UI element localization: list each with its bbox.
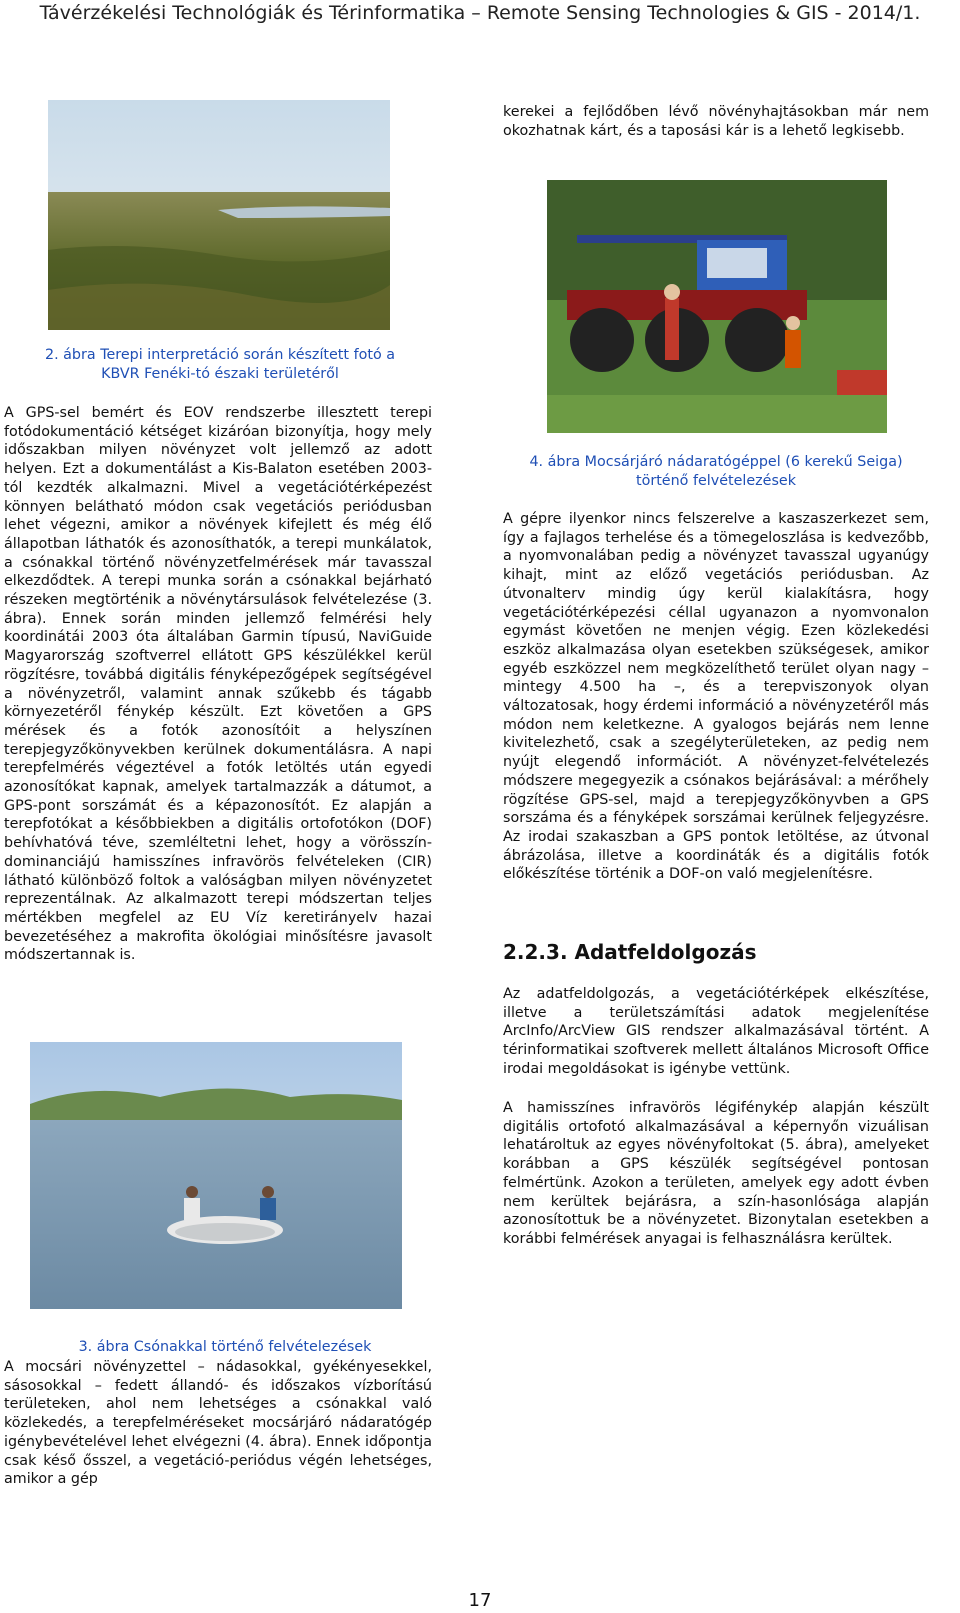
page-number: 17 [468,1590,492,1611]
journal-header: Távérzékelési Technológiák és Térinformatika – Remote Sensing Technologies & GIS - 2014/1. [39,2,921,24]
left-paragraph-1: A GPS-sel bemért és EOV rendszerbe illesztett terepi fotódokumentáció kétséget kizáróan bizonyítja, hogy mely időszakban milyen növényzet volt jellemző az adott helyen. Ezt a dokumentálást a Kis-Balaton esetében 2003-tól kezdték alkalmazni. Mivel a vegetációtérképezést könnyen belátható módon csak vegetációs periódusban lehet végezni, amikor a növények kifejlett és még élő állapotban láthatók és azonosíthatók, a terepi munkálatok, a csónakkal történő növényzetfelmérések már tavasszal elkezdődtek. A terepi munka során a csónakkal bejárható részeken megtörténik a növénytársulások felvételezése (3. ábra). Ennek során minden jellemző felmérési hely koordinátái 2003 óta általában Garmin típusú, NaviGuide Magyarország szoftverrel ellátott GPS készülékkel kerül rögzítésre, továbbá digitális fényképezőgépek segítségével a növényzetről, valamint annak szűkebb és tágabb környezetéről fénykép készült. Ezt követően a GPS mérések és a fotók azonosítóit a helyszínen terepjegyzőkönyvekben kerülnek dokumentálásra. A napi terepfelmérés végeztével a fotók letöltés után egyedi azonosítókat kapnak, amelyek tartalmazzák a dátumot, a GPS-pont sorszámát és a képazonosítót. Ez alapján a terepfotókat a későbbiekben a digitális ortofotókon (DOF) behívhatóvá téve, szemléltetni lehet, hogy a vörösszín-dominanciájú hamisszínes infravörös felvételeken (CIR) látható különböző foltok a valóságban milyen növényzetet reprezentálnak. Az alkalmazott terepi módszertan teljes mértékben megfelel az EU Víz keretirányelv hazai bevezetéséhez a makrofita ökológiai minősítésre javasolt módszertannak is. [4,405,432,964]
figure-4-caption: 4. ábra Mocsárjáró nádaratógéppel (6 kerekű Seiga) történő felvételezések [529,454,903,489]
right-paragraph-0: kerekei a fejlődőben lévő növényhajtásokban már nem okozhatnak kárt, és a taposási kár is a lehető legkisebb. [503,104,929,139]
figure-2-caption: 2. ábra Terepi interpretáció során készített fotó a KBVR Fenéki-tó északi területéről [44,347,396,382]
right-paragraph-1: A gépre ilyenkor nincs felszerelve a kaszaszerkezet sem, így a fajlagos terhelése és a tömegeloszlása is kedvezőbb, a nyomvonalában pedig a növényzet tavasszal ugyanúgy kihajt, mint az előző vegetációs periódusban. Az útvonalterv mindig úgy kerül kialakításra, hogy vegetációtérképezési céllal ugyanazon a nyomvonalon egymást követően ne menjen végig. Ezen közlekedési eszköz alkalmazása olyan esetekben szükségesek, amikor egyéb eszközzel nem megközelíthető terület olyan nagy – mintegy 4.500 ha –, és a terepviszonyok olyan változatosak, hogy érdemi információ a növényzetéről más módon nem keletkezne. A gyalogos bejárás nem lenne kivitelezhető, csak a szegélyterületeken, az pedig nem nyújt elegendő információt. A növényzet-felvételezés módszere megegyezik a csónakos bejárásával: a mérőhely rögzítése GPS-sel, majd a terepjegyzőkönyvben a GPS sorszáma és a fényképek sorszámai kerülnek feljegyzésre. Az irodai szakaszban a GPS pontok letöltése, az útvonal ábrázolása, illetve a koordináták és a digitális fotók előkészítése történik a DOF-on való megjelenítésre. [503,511,929,883]
left-paragraph-2: A mocsári növényzettel – nádasokkal, gyékényesekkel, sásosokkal – fedett állandó- és időszakos vízborítású területeken, ahol nem lehetséges a csónakkal való közlekedés, a terepfelméréseket mocsárjáró nádaratógép igénybevételével lehet elvégezni (4. ábra). Ennek időpontja csak késő ősszel, a vegetáció-periódus végén lehetséges, amikor a gép [4,1359,432,1488]
figure-3-caption: 3. ábra Csónakkal történő felvételezések [78,1339,372,1355]
right-paragraph-3: A hamisszínes infravörös légifénykép alapján készült digitális ortofotó alkalmazásával a képernyőn vizuálisan lehatároltuk az egyes növényfoltokat (5. ábra), amelyeket korábban a GPS készülék segítségével pontosan felmértünk. Azokon a területen, amelyek egy adott évben nem kerültek bejárásra, a szín-hasonlósága alapján azonosítottuk be a növényzetet. Bizonytalan esetekben a korábbi felmérések anyagai is felhasználásra kerültek. [503,1100,929,1247]
marsh-photo [48,100,390,330]
marsh-vehicle-photo [547,180,887,433]
section-heading: 2.2.3. Adatfeldolgozás [503,940,757,964]
boat-photo [30,1042,402,1309]
right-paragraph-2: Az adatfeldolgozás, a vegetációtérképek elkészítése, illetve a területszámítási adatok megjelenítése ArcInfo/ArcView GIS rendszer alkalmazásával történt. A térinformatikai szoftverek mellett általános Microsoft Office irodai megoldásokat is igénybe vettünk. [503,986,929,1077]
